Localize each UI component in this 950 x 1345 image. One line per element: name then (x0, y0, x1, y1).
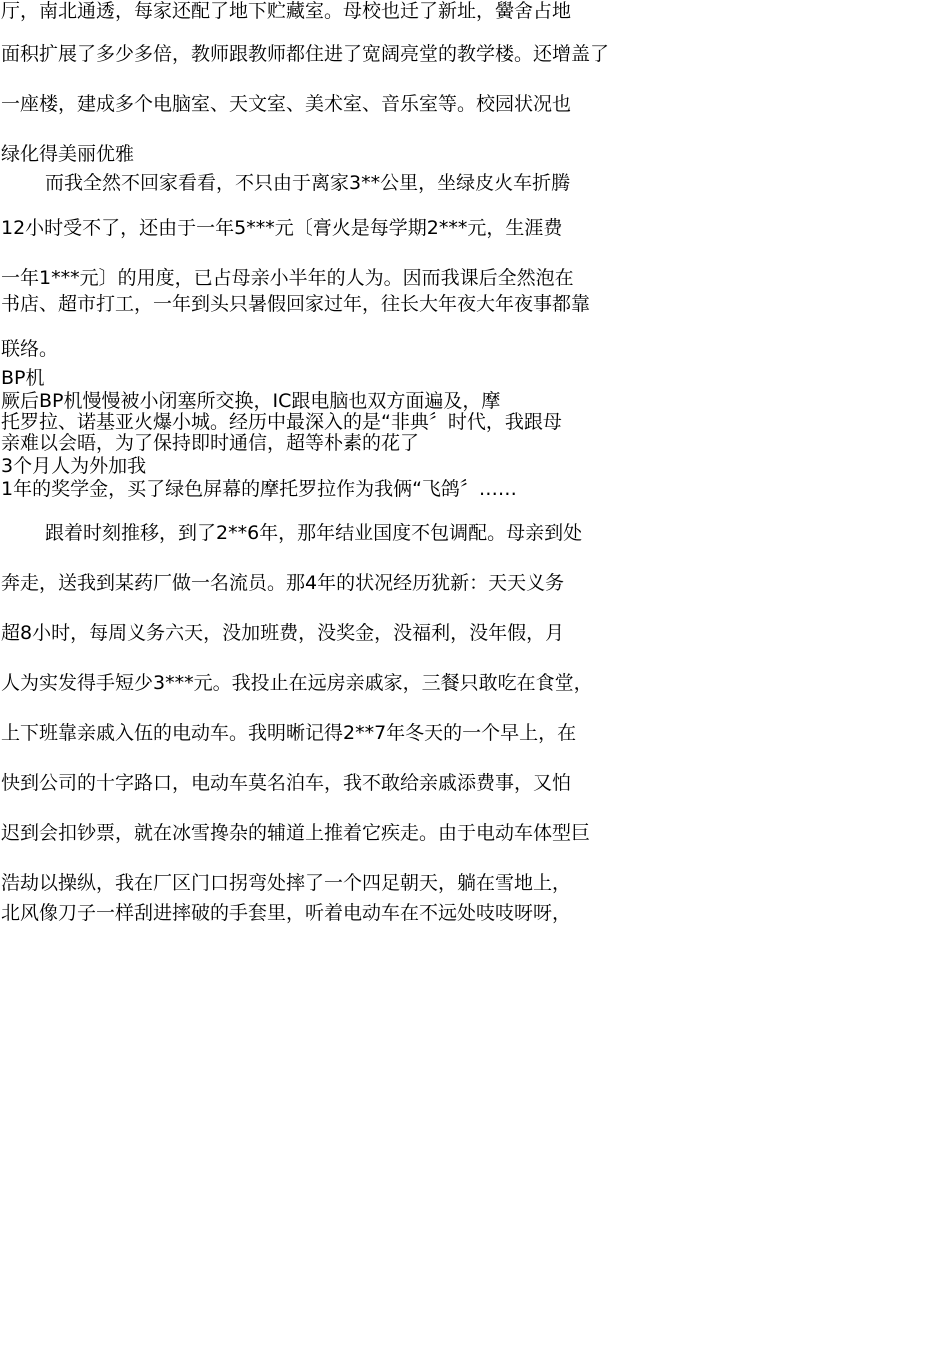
text-line: 书店、超市打工，一年到头只暑假回家过年，往长大年夜大年夜事都靠 (1, 293, 591, 315)
text-line: 超8小时，每周义务六天，没加班费，没奖金，没福利，没年假，月 (1, 622, 565, 644)
text-line: 北风像刀子一样刮进摔破的手套里，听着电动车在不远处吱吱呀呀， (1, 902, 572, 924)
text-line: 厅，南北通透，每家还配了地下贮藏室。母校也迁了新址，黌舍占地 (1, 0, 572, 22)
text-line: 一年1***元〕的用度，已占母亲小半年的人为。因而我课后全然泡在 (1, 267, 574, 289)
text-line: 3个月人为外加我 (1, 455, 147, 477)
text-line: 一座楼，建成多个电脑室、天文室、美术室、音乐室等。校园状况也 (1, 93, 572, 115)
text-line: 奔走，送我到某药厂做一名流员。那4年的状况经历犹新：天天义务 (1, 572, 565, 594)
text-line: 亲难以会晤，为了保持即时通信，超等朴素的花了 (1, 432, 420, 454)
text-line: 快到公司的十字路口，电动车莫名泊车，我不敢给亲戚添费事，又怕 (1, 772, 572, 794)
text-line: 人为实发得手短少3***元。我投止在远房亲戚家，三餐只敢吃在食堂， (1, 672, 593, 694)
text-line: 面积扩展了多少多倍，教师跟教师都住进了宽阔亮堂的教学楼。还增盖了 (1, 43, 610, 65)
text-line: 12小时受不了，还由于一年5***元〔膏火是每学期2***元，生涯费 (1, 217, 563, 239)
text-line: 绿化得美丽优雅 (1, 143, 135, 165)
text-line: 1年的奖学金，买了绿色屏幕的摩托罗拉作为我俩“飞鸽〞…… (1, 478, 517, 500)
text-line: 厥后BP机慢慢被小闭塞所交换，IC跟电脑也双方面遍及，摩 (1, 390, 501, 412)
text-line: 迟到会扣钞票，就在冰雪搀杂的辅道上推着它疾走。由于电动车体型巨 (1, 822, 591, 844)
text-line: 联络。 (1, 338, 59, 360)
text-line: 浩劫以操纵，我在厂区门口拐弯处摔了一个四足朝天，躺在雪地上， (1, 872, 572, 894)
text-line: 托罗拉、诺基亚火爆小城。经历中最深入的是“非典〞时代，我跟母 (1, 411, 562, 433)
text-line: 而我全然不回家看看，不只由于离家3**公里，坐绿皮火车折腾 (45, 172, 571, 194)
text-line: 上下班靠亲戚入伍的电动车。我明晰记得2**7年冬天的一个早上，在 (1, 722, 577, 744)
text-line: 跟着时刻推移，到了2**6年，那年结业国度不包调配。母亲到处 (45, 522, 583, 544)
text-line: BP机 (1, 367, 45, 389)
